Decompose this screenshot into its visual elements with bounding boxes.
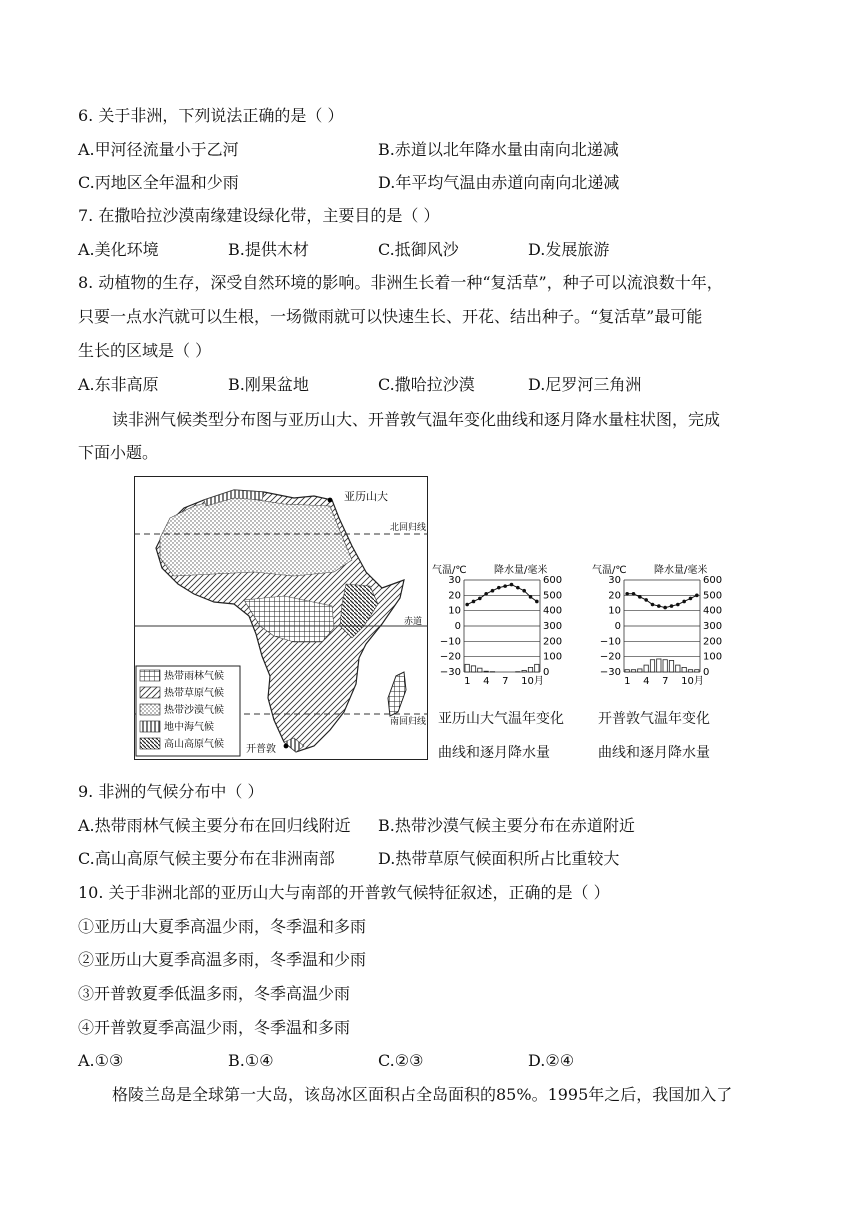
precip-bar (465, 664, 469, 672)
q10-stem: 10. 关于非洲北部的亚历山大与南部的开普敦气候特征叙述，正确的是（ ） (78, 883, 610, 902)
q10-item-3: ③开普敦夏季低温多雨，冬季高温少雨 (78, 984, 351, 1003)
temp-tick-label: 10 (448, 605, 461, 617)
temp-tick-label: 0 (454, 621, 461, 632)
label-alexandria: 亚历山大 (344, 490, 388, 503)
map-legend (136, 666, 240, 756)
precip-tick-label: 100 (703, 651, 723, 663)
precip-tick-label: 600 (543, 575, 563, 586)
temp-point (651, 603, 655, 607)
q7-option-a: A.美化环境 (78, 240, 159, 259)
alexandria-caption-line2: 曲线和逐月降水量 (438, 745, 550, 761)
q8-option-d: D.尼罗河三角洲 (528, 375, 642, 394)
q10-option-b: B.①④ (228, 1051, 274, 1070)
q10-item-4: ④开普敦夏季高温少雨，冬季温和多雨 (78, 1018, 351, 1037)
temp-tick-label: −10 (439, 636, 461, 648)
precip-bar (638, 669, 642, 672)
q8-option-b: B.刚果盆地 (228, 375, 309, 394)
q7-option-c: C.抵御风沙 (378, 240, 459, 259)
q10-option-d: D.②④ (528, 1051, 575, 1070)
q9-option-c: C.高山高原气候主要分布在非洲南部 (78, 849, 335, 868)
month-tick-label: 10月 (521, 676, 544, 687)
temp-tick-label: −30 (439, 667, 461, 678)
temp-point (676, 603, 680, 607)
temp-point (638, 595, 642, 599)
q8-option-a: A.东非高原 (78, 375, 159, 394)
precip-bar (688, 670, 692, 672)
temp-point (535, 600, 539, 604)
q9-option-a: A.热带雨林气候主要分布在回归线附近 (78, 816, 351, 835)
precip-tick-label: 200 (543, 636, 563, 648)
temp-tick-label: −20 (439, 651, 461, 663)
precip-tick-label: 0 (703, 667, 710, 678)
temp-line (627, 594, 697, 608)
temp-point (625, 592, 629, 596)
precip-axis-label: 降水量/毫米 (494, 565, 548, 576)
temp-point (516, 586, 520, 590)
temp-axis-label: 气温/℃ (432, 565, 467, 576)
q9-option-d: D.热带草原气候面积所占比重较大 (378, 849, 620, 868)
month-tick-label: 7 (502, 676, 509, 687)
temp-point (695, 594, 699, 598)
temp-axis-label: 气温/℃ (592, 565, 627, 576)
legend-savanna: 热带草原气候 (164, 688, 224, 699)
precip-tick-label: 500 (703, 590, 723, 602)
precip-tick-label: 400 (543, 605, 563, 617)
precip-tick-label: 200 (703, 636, 723, 648)
temp-tick-label: 20 (608, 590, 621, 602)
q7-option-d: D.发展旅游 (528, 240, 610, 259)
precip-axis-label: 降水量/毫米 (654, 565, 708, 576)
q6-option-a: A.甲河径流量小于乙河 (78, 140, 239, 159)
precip-bar (657, 659, 661, 672)
precip-bar (522, 670, 526, 672)
temp-tick-label: −30 (599, 667, 621, 678)
precip-bar (676, 665, 680, 672)
temp-point (510, 583, 514, 587)
q6-option-b: B.赤道以北年降水量由南向北递减 (378, 140, 619, 159)
alexandria-chart (432, 564, 582, 694)
q9-stem: 9. 非洲的气候分布中（ ） (78, 782, 264, 801)
month-tick-label: 10月 (681, 676, 704, 687)
precip-tick-label: 100 (543, 651, 563, 663)
precip-tick-label: 400 (703, 605, 723, 617)
temp-point (465, 603, 469, 607)
precip-bar (478, 668, 482, 672)
temp-point (670, 604, 674, 608)
africa-climate-map (134, 476, 428, 760)
temp-tick-label: −10 (599, 636, 621, 648)
alexandria-caption-line1: 亚历山大气温年变化 (438, 711, 564, 727)
temp-tick-label: 30 (448, 575, 461, 586)
legend-highland: 高山高原气候 (164, 739, 224, 750)
temp-point (497, 586, 501, 590)
q7-stem: 7. 在撒哈拉沙漠南缘建设绿化带，主要目的是（ ） (78, 206, 440, 225)
temp-tick-label: 0 (614, 621, 621, 632)
temp-tick-label: 10 (608, 605, 621, 617)
q8-stem-line1: 8. 动植物的生存，深受自然环境的影响。非洲生长着一种“复活草”，种子可以流浪数十年， (78, 273, 723, 292)
precip-bar (663, 660, 667, 672)
temp-point (503, 584, 507, 588)
temp-point (663, 606, 667, 610)
temp-point (478, 597, 482, 601)
precip-bar (535, 664, 539, 672)
q10-item-2: ②亚历山大夏季高温多雨，冬季温和少雨 (78, 950, 367, 969)
label-equator: 赤道 (404, 617, 423, 627)
precip-bar (669, 661, 673, 673)
legend-desert: 热带沙漠气候 (164, 705, 224, 716)
q11-passage-start: 格陵兰岛是全球第一大岛，该岛冰区面积占全岛面积的85%。1995年之后，我国加入了 (112, 1085, 733, 1104)
precip-bar (484, 671, 488, 672)
label-tropic-south: 南回归线 (390, 717, 427, 727)
temp-point (529, 595, 533, 599)
precip-tick-label: 0 (543, 667, 550, 678)
q8-option-c: C.撒哈拉沙漠 (378, 375, 475, 394)
month-tick-label: 4 (643, 676, 650, 687)
temp-point (682, 600, 686, 604)
q9-option-b: B.热带沙漠气候主要分布在赤道附近 (378, 816, 635, 835)
temp-point (491, 589, 495, 593)
temp-point (689, 597, 693, 601)
q10-option-a: A.①③ (78, 1051, 124, 1070)
month-tick-label: 1 (624, 676, 631, 687)
month-tick-label: 4 (483, 676, 490, 687)
temp-tick-label: 30 (608, 575, 621, 586)
temp-point (644, 598, 648, 602)
q8-stem-line2: 只要一点水汽就可以生根，一场微雨就可以快速生长、开花、结出种子。“复活草”最可能 (78, 307, 703, 326)
q8-stem-line3: 生长的区域是（ ） (78, 341, 212, 360)
climate-figure (134, 476, 744, 766)
temp-tick-label: 20 (448, 590, 461, 602)
capetown-chart (592, 564, 742, 694)
q10-item-1: ①亚历山大夏季高温少雨，冬季温和多雨 (78, 917, 367, 936)
label-tropic-north: 北回归线 (390, 523, 427, 533)
precip-bar (528, 667, 532, 672)
precip-bar (471, 666, 475, 672)
intro-line1: 读非洲气候类型分布图与亚历山大、开普敦气温年变化曲线和逐月降水量柱状图，完成 (112, 410, 721, 429)
precip-bar (625, 670, 629, 672)
q7-option-b: B.提供木材 (228, 240, 309, 259)
precip-bar (650, 660, 654, 672)
temp-point (522, 589, 526, 593)
precip-bar (631, 670, 635, 672)
precip-tick-label: 300 (543, 621, 563, 632)
temp-tick-label: −20 (599, 651, 621, 663)
q6-option-d: D.年平均气温由赤道向南向北递减 (378, 173, 620, 192)
temp-point (484, 592, 488, 596)
month-tick-label: 7 (662, 676, 669, 687)
precip-tick-label: 500 (543, 590, 563, 602)
q10-option-c: C.②③ (378, 1051, 424, 1070)
legend-mediterranean: 地中海气候 (164, 722, 214, 733)
legend-rainforest: 热带雨林气候 (164, 671, 224, 682)
capetown-caption-line1: 开普敦气温年变化 (598, 711, 710, 727)
intro-line2: 下面小题。 (78, 443, 159, 462)
temp-line (467, 585, 537, 605)
precip-tick-label: 300 (703, 621, 723, 632)
precip-bar (695, 670, 699, 672)
precip-bar (682, 667, 686, 672)
q6-option-c: C.丙地区全年温和少雨 (78, 173, 239, 192)
q6-stem: 6. 关于非洲，下列说法正确的是（ ） (78, 106, 344, 125)
temp-point (472, 600, 476, 604)
temp-point (632, 592, 636, 596)
precip-bar (644, 665, 648, 672)
precip-tick-label: 600 (703, 575, 723, 586)
label-capetown: 开普敦 (246, 744, 276, 755)
month-tick-label: 1 (464, 676, 471, 687)
temp-point (657, 604, 661, 608)
capetown-caption-line2: 曲线和逐月降水量 (598, 745, 710, 761)
